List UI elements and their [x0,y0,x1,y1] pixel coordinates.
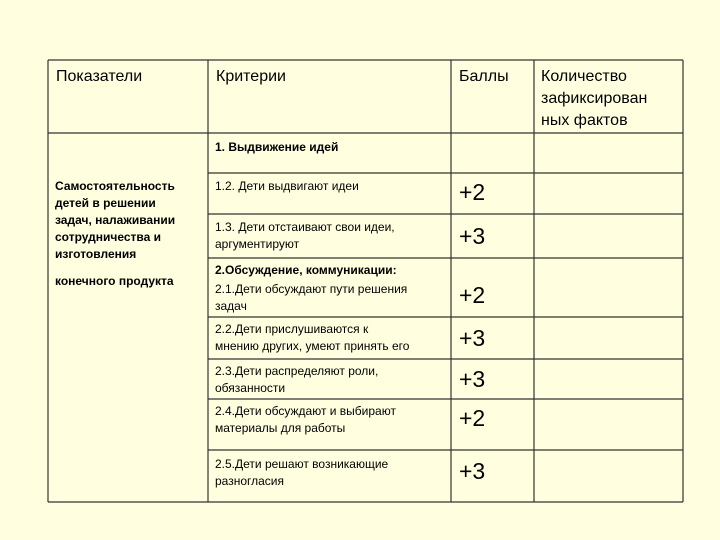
table-row-score: +2 [459,405,486,431]
table-row-criteria [215,363,447,397]
table-row-criteria [215,456,447,490]
criteria-line: материалы для работы [215,421,346,435]
indicator-line: изготовления [55,247,137,261]
header-points-label: Баллы [459,68,509,85]
header-indicators [56,66,204,88]
indicator-line: Самостоятельность [55,179,175,193]
criteria-line: аргументируют [215,237,300,251]
criteria-line: 2.2.Дети прислушиваются к [215,322,369,336]
table-row-criteria [215,139,447,156]
indicator-cell [55,178,205,290]
table-row-score: +2 [459,282,486,308]
header-count-line: ных фактов [541,112,628,129]
table-row-score: +3 [459,458,486,484]
table-row-score: +3 [459,223,486,249]
criteria-line: 2.4.Дети обсуждают и выбирают [215,404,396,418]
criteria-line: 1. Выдвижение идей [215,140,339,154]
criteria-line: обязанности [215,381,286,395]
table-row-criteria [215,321,447,355]
indicator-line: детей в решении [55,196,156,210]
criteria-line: 2.5.Дети решают возникающие [215,457,389,471]
header-count-line: зафиксирован [541,90,648,107]
table-row-score: +3 [459,366,486,392]
table-row-score: +3 [459,325,486,351]
header-criteria-label: Критерии [216,68,286,85]
table-row-score: +2 [459,179,486,205]
header-count [541,66,681,132]
table-row-criteria [215,262,447,315]
indicator-line: конечного продукта [55,274,174,288]
header-indicators-label: Показатели [56,68,143,85]
criteria-heading: 2.Обсуждение, коммуникации: [215,263,397,277]
table-row-criteria [215,219,447,253]
table-row-criteria [215,178,447,195]
header-points [459,66,531,88]
criteria-line: задач [215,299,247,313]
header-criteria [216,66,446,88]
criteria-line: 2.1.Дети обсуждают пути решения [215,282,408,296]
table-row-criteria [215,403,447,437]
criteria-line: разногласия [215,474,285,488]
indicator-line: задач, налаживании [55,213,176,227]
header-count-line: Количество [541,68,627,85]
criteria-line: 1.2. Дети выдвигают идеи [215,179,359,193]
criteria-line: 1.3. Дети отстаивают свои идеи, [215,220,395,234]
criteria-line: мнению других, умеют принять его [215,339,410,353]
criteria-line: 2.3.Дети распределяют роли, [215,364,379,378]
indicator-line: сотрудничества и [55,230,162,244]
